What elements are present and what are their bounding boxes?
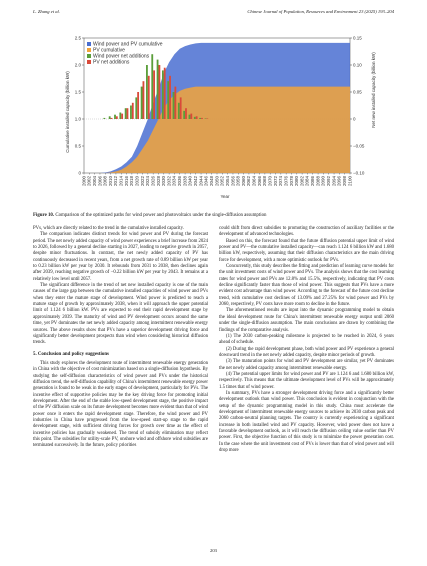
x-tick-label: 2032	[166, 176, 172, 187]
x-tick-label: 2086	[310, 176, 316, 187]
paragraph: The aforementioned results are input into the dynamic programming model to obtain the ideal development route for China's intermittent renewable energy output until 2060 under the single-diffusion assumption. The main conclusions are drawn by combining the findings of the comparative analysis.	[219, 308, 394, 333]
x-tick-label: 2044	[198, 176, 204, 187]
bar-pv-net	[111, 118, 113, 119]
x-tick-label: 2084	[304, 175, 310, 187]
y-right-tick-label: 0	[353, 116, 356, 122]
left-column	[33, 226, 208, 450]
x-tick-label: 2058	[235, 176, 241, 187]
y-left-tick-label: 2.0	[74, 62, 81, 68]
x-tick-label: 2052	[219, 176, 225, 187]
x-tick-label: 2018	[129, 176, 135, 187]
x-tick-label: 2022	[139, 176, 145, 187]
y-left-tick-label: 1.0	[74, 116, 81, 122]
paragraph: The comparison indicates distinct trends for wind power and PV during the forecast period. The net newly added capacity of wind power experiences a brief increase from 2024 to 2026, followed by a general decline starting in 2027, leading to negative growth in 2057, despite minor fluctuations. In contrast, the net newly added capacity of PV has continuously decreased in recent years, from a net growth rate of 0.89 billion kW per year to 0.23 billion kW per year by 2030. It rebounds from 2031 to 2038, then declines again after 2039, reaching negative growth of −0.22 billion kW per year by 2043. It remains at a relatively low level until 2057.	[33, 232, 208, 282]
y-right-tick-label: 0.15	[353, 35, 362, 41]
x-tick-label: 2004	[91, 176, 97, 187]
legend-label: PV net additions	[93, 59, 130, 66]
paragraph: could shift from direct subsidies to promoting the construction of auxiliary facilities or the development of advanced technologies.	[219, 226, 394, 238]
x-tick-label: 2062	[246, 176, 252, 187]
bar-wind-net	[151, 54, 153, 119]
legend-label: Wind power net additions	[93, 53, 150, 60]
figure-caption	[33, 213, 394, 219]
bar-wind-net	[189, 115, 191, 119]
x-tick-label: 2030	[161, 176, 167, 187]
x-tick-label: 2014	[118, 176, 124, 187]
running-header-authors: L. Zhang et al.	[33, 9, 60, 14]
x-tick-label: 2012	[113, 176, 119, 187]
x-tick-label: 2042	[193, 176, 199, 187]
x-tick-label: 2026	[150, 176, 156, 187]
bar-wind-net	[194, 117, 196, 119]
x-tick-label: 2070	[267, 176, 273, 187]
x-tick-label: 2000	[81, 176, 87, 187]
x-tick-label: 2064	[251, 176, 257, 187]
bar-pv-net	[196, 116, 198, 119]
x-tick-label: 2088	[315, 176, 321, 187]
list-item: (4) The potential upper limits for wind power and PV are 1.124 6 and 1.680 billion kW, respectively. This means that the ultimate development level of PVs will be approximately 1.5 times that of wind power.	[219, 371, 394, 390]
y-left-tick-label: 2.5	[74, 35, 81, 41]
figure-caption-label: Figure 10.	[33, 213, 55, 218]
bar-pv-net	[137, 92, 139, 119]
bar-pv-net	[158, 65, 160, 119]
x-tick-label: 2100	[347, 176, 353, 187]
x-tick-label: 2098	[341, 176, 347, 187]
y-right-tick-label: 0.05	[353, 89, 362, 95]
x-tick-label: 2020	[134, 176, 140, 187]
figure-10-chart	[60, 30, 380, 200]
x-tick-label: 2056	[230, 176, 236, 187]
area-series-1	[84, 87, 350, 173]
x-tick-label: 2050	[214, 176, 220, 187]
x-tick-label: 2090	[320, 176, 326, 187]
bar-pv-net	[180, 97, 182, 119]
bar-pv-net	[153, 70, 155, 119]
paragraph: The significant difference in the trend of net new installed capacity is one of the main causes of the large gap between the cumulative installed capacities of wind power and PVs when they enter the mature stage of development. Wind power is predicted to reach a mature stage of growth by approximately 2038, when it will approach the upper potential limit of 1.124 6 billion kW. PVs are expected to end their rapid development stage by approximately 2039. The maturity of wind and PV development occurs around the same time, yet PV dominates the net newly added capacity among intermittent renewable energy sources. The above results show that PVs have a superior development driving force and significantly better development prospects than wind when considering historical diffusion trends.	[33, 283, 208, 346]
right-column	[219, 226, 394, 454]
x-tick-label: 2048	[208, 176, 214, 187]
bar-pv-net	[148, 76, 150, 119]
list-item: (2) During the rapid development phase, both wind power and PV experience a general downward trend in the net newly added capacity, despite minor periods of growth.	[219, 346, 394, 358]
x-axis-label: Year	[220, 194, 230, 199]
bar-pv-net	[132, 103, 134, 119]
bar-wind-net	[157, 60, 159, 119]
x-tick-label: 2066	[256, 176, 262, 187]
bar-wind-net	[125, 108, 127, 119]
y-left-tick-label: 0	[78, 170, 81, 176]
x-tick-label: 2074	[278, 176, 284, 187]
bar-pv-net	[185, 108, 187, 119]
x-tick-label: 2008	[102, 176, 108, 187]
bar-wind-net	[178, 103, 180, 119]
legend-swatch	[87, 42, 91, 46]
paragraph: Concurrently, this study describes the fitting and prediction of learning curve models for the unit investment costs of wind power and PVs. The analysis shows that the cost learning rates for wind power and PVs are 12.8% and 15.5%, respectively, indicating that PV costs decline significantly faster than those of wind power. This suggests that PVs have a more evident cost advantage than wind power. According to the forecast of the future cost decline trend, with cumulative cost declines of 13.09% and 27.25% for wind power and PVs by 2060, respectively, PV costs have more room to decline in the future.	[219, 264, 394, 308]
x-tick-label: 2096	[336, 176, 342, 187]
x-tick-label: 2036	[177, 176, 183, 187]
bar-pv-net	[190, 114, 192, 119]
bar-pv-net	[127, 108, 129, 119]
list-item: (1) The 2030 carbon-peaking milestone is projected to be reached in 2024, 6 years ahead of schedule.	[219, 333, 394, 346]
figure-caption-text: Comparison of the optimized paths for wind power and photovoltaics under the single-diffusion assumption	[55, 213, 267, 218]
x-tick-label: 2010	[107, 176, 113, 187]
x-tick-label: 2092	[326, 176, 332, 187]
x-tick-label: 2068	[262, 176, 268, 187]
paragraph: Based on this, the forecast found that the future diffusion potential upper limit of wind power and PV—the cumulative installed capacity—can reach 1.124 6 billion kW and 1.680 billion kW, respectively, assuming that their diffusion characteristics are the main driving force for development, with a more optimistic outlook for PVs.	[219, 238, 394, 263]
y-left-tick-label: 1.5	[74, 89, 81, 95]
x-tick-label: 2080	[294, 176, 300, 187]
page-number: 203	[210, 548, 217, 553]
y-right-tick-label: 0.10	[353, 62, 362, 68]
bar-wind-net	[135, 97, 137, 119]
bar-pv-net	[164, 68, 166, 119]
x-tick-label: 2076	[283, 176, 289, 187]
y-left-tick-label: 0.5	[74, 143, 81, 149]
x-tick-label: 2082	[299, 176, 305, 187]
list-item: (3) The maturation points for wind and PV development are similar, yet PV dominates the net newly added capacity among intermittent renewable energy.	[219, 359, 394, 371]
y-axis-right-label: Net new installed capacity (billion kW)	[371, 52, 376, 128]
bar-wind-net	[205, 118, 207, 119]
x-tick-label: 2054	[224, 176, 230, 187]
x-tick-label: 2006	[97, 176, 103, 187]
bar-wind-net	[114, 115, 116, 119]
y-right-tick-label: −0.05	[353, 143, 365, 149]
bar-wind-net	[141, 87, 143, 119]
paragraph: This study explores the development route of intermittent renewable energy generation in China with the objective of cost minimization based on a single-diffusion hypothesis. By studying the self-diffusion characteristics of wind power and PVs under the historical diffusion trend, the self-diffusion capability of China's intermittent renewable energy power generation is found to be weak in the early stages of development, particularly for PVs. The incentive effect of supportive policies may be the key driving force for promoting initial development. After the end of the stable low-speed development stage, the positive impact of the PV diffusion scale on its future development becomes more evident than that of wind power once it enters the rapid development stage. Therefore, the wind power and PV industries in China have progressed from the low-speed start-up stage to the rapid development stage, with sufficient driving forces for growth over time as the effect of incentive policies has gradually weakened. The trend of subsidy elimination may reflect this point. The subsidies for utility-scale PV, onshore wind and offshore wind subsidies are terminated successively. In the future, policy priorities	[33, 360, 208, 449]
x-tick-label: 2078	[288, 176, 294, 187]
y-axis-left-label: Cumulative installed capacity (billion kW)	[65, 71, 70, 153]
y-right-tick-label: −0.10	[353, 170, 365, 176]
bar-pv-net	[174, 87, 176, 119]
bar-wind-net	[119, 113, 121, 119]
legend-swatch	[87, 60, 91, 64]
section-heading: 5. Conclusion and policy suggestions	[33, 351, 109, 357]
bar-pv-net	[169, 76, 171, 119]
x-tick-label: 2072	[272, 176, 278, 187]
bar-pv-net	[121, 114, 123, 119]
paragraph: PVs, which are directly related to the trend in the cumulative installed capacity.	[33, 226, 184, 231]
bar-wind-net	[183, 111, 185, 119]
x-tick-label: 2024	[145, 176, 151, 187]
legend-swatch	[87, 48, 91, 52]
x-tick-label: 2038	[182, 176, 188, 187]
x-tick-label: 2002	[86, 176, 92, 187]
bar-wind-net	[130, 106, 132, 120]
bar-pv-net	[206, 118, 208, 119]
paragraph: In summary, PVs have a stronger development driving force and a significantly better development outlook than wind power. This conclusion is evident in conjunction with the setup of the dynamic programming model in this study. China must accelerate the development of intermittent renewable energy sources to achieve its 2030 carbon peak and 2060 carbon-neutral planning targets. The country is currently experiencing a significant increase in both installed wind and PV capacity. However, wind power does not have a favorable development outlook, as it will reach the diffusion ceiling value earlier than PV power. First, the objective function of this study is to minimize the power generation cost. In the case where the unit investment cost of PVs is lower than that of wind power and will drop more	[219, 390, 394, 454]
bar-wind-net	[109, 116, 111, 119]
bar-pv-net	[116, 116, 118, 119]
x-tick-label: 2040	[187, 176, 193, 187]
bar-wind-net	[146, 65, 148, 119]
x-tick-label: 2046	[203, 176, 209, 187]
bar-wind-net	[173, 92, 175, 119]
bar-wind-net	[103, 118, 105, 119]
legend-swatch	[87, 54, 91, 58]
legend-label: PV cumulative	[93, 47, 125, 54]
x-tick-label: 2094	[331, 176, 337, 187]
x-tick-label: 2060	[240, 176, 246, 187]
x-tick-label: 2028	[155, 176, 161, 187]
x-tick-label: 2034	[171, 176, 177, 187]
bar-wind-net	[162, 70, 164, 119]
bar-pv-net	[201, 118, 203, 119]
bar-wind-net	[167, 81, 169, 119]
legend-label: Wind power and PV cumulative	[93, 41, 163, 48]
x-tick-label: 2016	[123, 176, 129, 187]
bar-wind-net	[199, 118, 201, 119]
running-header-journal: Chinese Journal of Population, Resources and Environment 23 (2025) 193–204	[247, 9, 394, 14]
bar-pv-net	[143, 81, 145, 119]
